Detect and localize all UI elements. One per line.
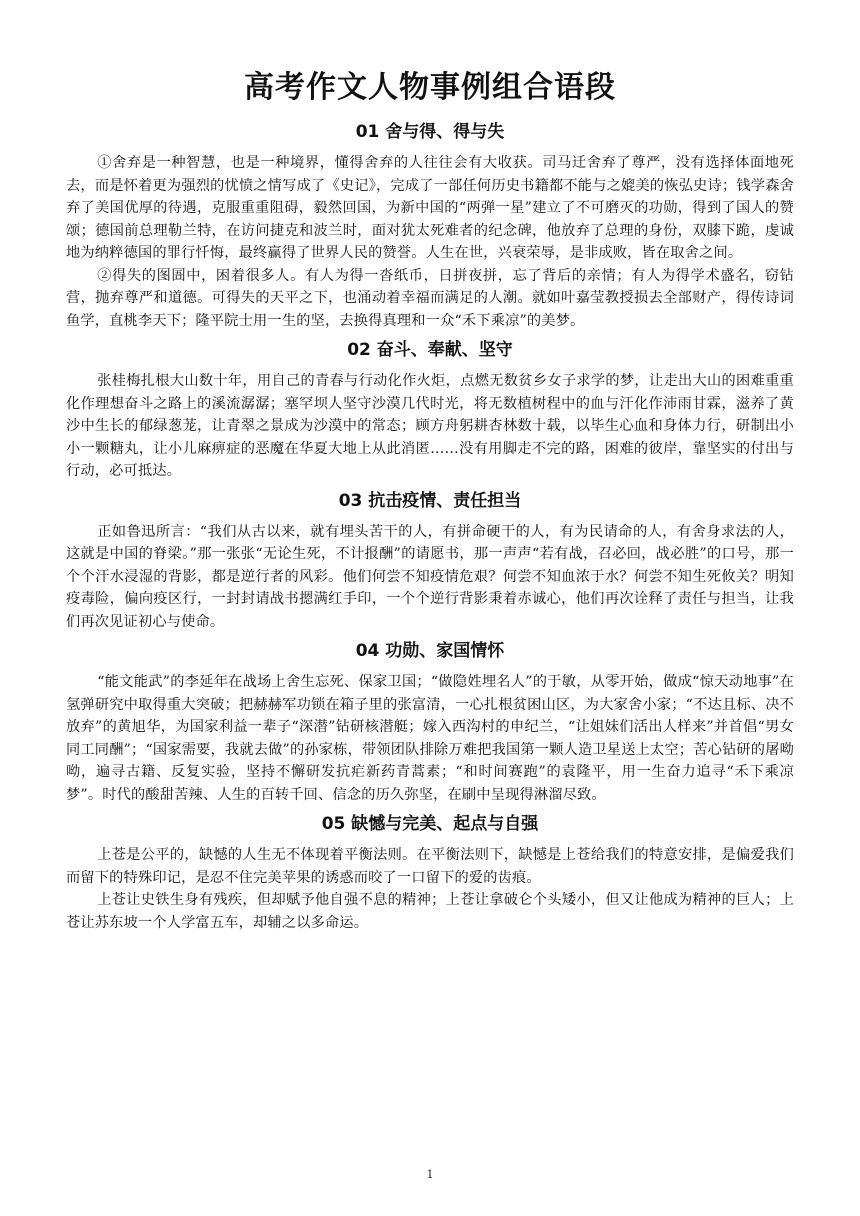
section-04: [66, 637, 794, 806]
paragraph: ②得失的图圄中，困着很多人。有人为得一沓纸币，日拼夜拼，忘了背后的亲情；有人为得学术盛名，窃钻营，抛弃尊严和道德。可得失的天平之下，也涌动着幸福而满足的人潮。就如叶嘉莹教授损去全部财产，得传诗词鱼学，直桃李天下；隆平院士用一生的坚，去换得真理和一众“禾下乘凉”的美梦。: [66, 267, 794, 329]
section-heading: 05 缺憾与完美、起点与自强: [321, 814, 539, 834]
paragraph: “能文能武”的李延年在战场上舍生忘死、保家卫国；“做隐姓埋名人”的于敏，从零开始，做成“惊天动地事”在氢弹研究中取得重大突破；把赫赫军功锁在箱子里的张富清，一心扎根贫困山区，为大家舍小家；“不达且标、决不放弃”的黄旭华，为国家利益一辈子“深潜”钻研核潜艇；嫁入西沟村的申纪兰，“让姐妹们活出人样来”并首倡“男女同工同酬”；“国家需要，我就去做”的孙家栋，带领团队排除万难把我国第一颗人造卫星送上太空；苦心钻研的屠呦呦，遍寻古籍、反复实验，坚持不懈研发抗疟新药青蒿素；“和时间赛跑”的袁隆平，用一生奋力追寻“禾下乘凉梦”。时代的酸甜苦辣、人生的百转千回、信念的历久弥坚，在刷中呈现得淋溜尽致。: [66, 674, 794, 803]
section-heading: 03 抗击疫情、责任担当: [338, 490, 522, 511]
section-02: [66, 336, 794, 483]
paragraph: 张桂梅扎根大山数十年，用自己的青春与行动化作火炬，点燃无数贫乡女子求学的梦，让走出大山的困难重重化作理想奋斗之路上的溪流潺潺；塞罕坝人坚守沙漠几代时光，将无数植树程中的血与汗化作沛雨甘霖，滋养了黄沙中生长的郁绿葱茏，让青翠之景成为沙漠中的常态；顾方舟躬耕杏林数十载，以毕生心血和身体力行，研制出小小一颗糖丸，让小儿麻痹症的恶魔在华夏大地上从此消匿……没有用脚走不完的路，困难的彼岸，靠坚实的付出与行动，必可抵达。: [66, 373, 794, 479]
section-01: [66, 118, 794, 332]
section-heading: 01 舍与得、得与失: [355, 122, 505, 142]
paragraph: 上苍让史铁生身有残疾，但却赋予他自强不息的精神；上苍让拿破仑个头矮小，但又让他成为精神的巨人；上苍让苏东坡一个人学富五车，却辅之以多命运。: [66, 892, 794, 931]
paragraph: ①舍弃是一种智慧，也是一种境界，懂得舍弃的人往往会有大收获。司马迁舍弃了尊严，没有选择体面地死去，而是怀着更为强烈的忧愤之情写成了《史记》，完成了一部任何历史书籍都不能与之媲美的恢弘史诗；钱学森舍弃了美国优厚的待遇，克服重重阻碍，毅然回国，为新中国的“两弹一星”建立了不可磨灭的功勋，得到了国人的赞颂；德国前总理勒兰特，在访问捷克和波兰时，面对犹太死难者的纪念碑，他放弃了总理的身份，双膝下跪，虔诚地为纳粹德国的罪行忏悔，最终赢得了世界人民的赞誉。人生在世，兴衰荣辱，是非成败，皆在取舍之间。: [66, 155, 794, 261]
section-heading: 02 奋斗、奉献、坚守: [347, 340, 513, 360]
paragraph: 上苍是公平的，缺憾的人生无不体现着平衡法则。在平衡法则下，缺憾是上苍给我们的特意安排，是偏爱我们而留下的特殊印记，是忍不住完美苹果的诱惑而咬了一口留下的爱的齿痕。: [66, 847, 794, 886]
section-05: [66, 810, 794, 934]
page-number: 1: [426, 1168, 434, 1181]
paragraph: 正如鲁迅所言：“我们从古以来，就有埋头苦干的人，有拼命硬干的人，有为民请命的人，有舍身求法的人，这就是中国的脊梁。”那一张张“无论生死，不计报酬”的请愿书，那一声声“若有战，召必回，战必胜”的口号，那一个个汗水浸湿的背影，都是逆行者的风彩。他们何尝不知疫情危艰？何尝不知血浓于水？何尝不知生死攸关？明知疫毒险，偏向疫区行，一封封请战书摁满红手印，一个个逆行背影秉着赤诚心，他们再次诠释了责任与担当，让我们再次见证初心与使命。: [66, 523, 794, 630]
section-03: [66, 487, 794, 634]
section-heading: 04 功勋、家国情怀: [355, 641, 505, 661]
document-title: 高考作文人物事例组合语段: [244, 70, 616, 105]
